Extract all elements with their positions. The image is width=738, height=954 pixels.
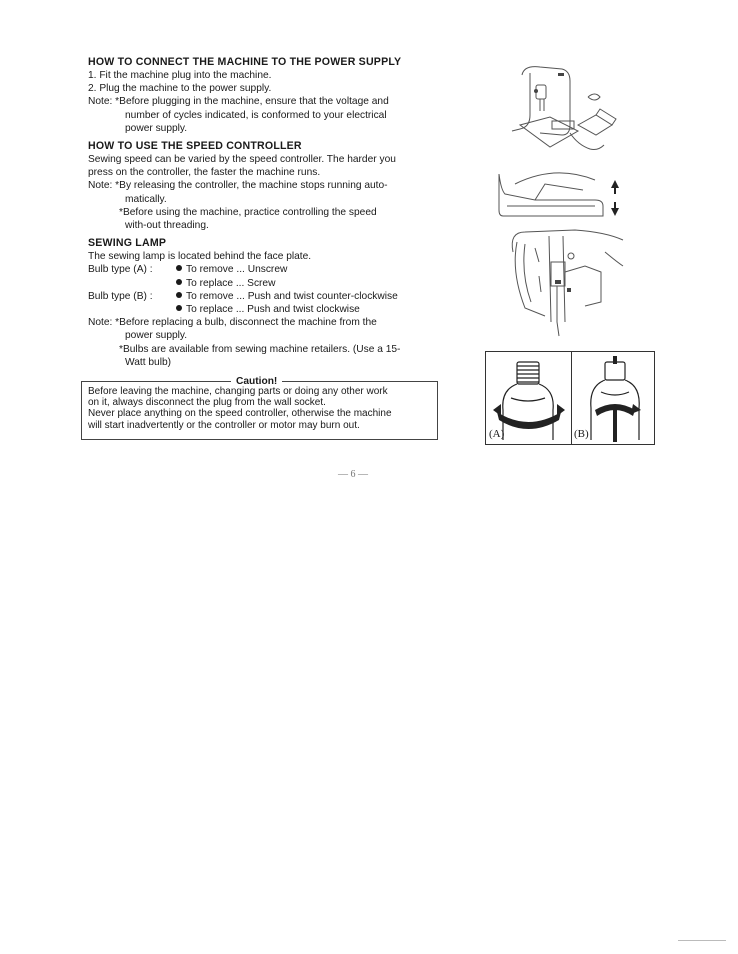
speed-heading: HOW TO USE THE SPEED CONTROLLER [88,140,302,153]
lamp-note-line-4: Watt bulb) [125,356,172,368]
bulb-type-a-label: Bulb type (A) : [88,264,153,276]
bulb-type-a-replace-row [88,277,440,290]
figure-divider [571,352,572,444]
bulb-type-b-replace: To replace ... Push and twist clockwise [186,304,360,316]
speed-note-line-3: *Before using the machine, practice controlling the speed [119,206,377,218]
lamp-intro: The sewing lamp is located behind the face plate. [88,251,312,263]
bullet-icon [176,292,182,298]
power-step-1: 1. Fit the machine plug into the machine. [88,70,272,81]
speed-controller-illustration [495,160,625,222]
caution-line-4: will start inadvertently or the controller or motor may burn out. [88,419,360,431]
bulb-type-b-remove-row [88,290,440,303]
corner-rule [678,940,726,941]
bulb-type-a-remove-row [88,263,440,276]
speed-note-line-2: matically. [125,193,167,205]
bulb-type-a-remove: To remove ... Unscrew [186,264,288,276]
lamp-note-line-1: Note: *Before replacing a bulb, disconnect the machine from the [88,317,377,329]
speed-line-2: press on the controller, the faster the machine runs. [88,167,321,179]
bulb-type-b-remove: To remove ... Push and twist counter-clockwise [186,290,398,302]
power-note-line-2: number of cycles indicated, is conformed to your electrical [125,109,387,121]
power-note-line-1: Note: *Before plugging in the machine, ensure that the voltage and [88,96,389,108]
bulb-types-figure [485,351,655,445]
caution-line-2: on it, always disconnect the plug from the wall socket. [88,397,326,409]
caution-line-3: Never place anything on the speed controller, otherwise the machine [88,408,392,420]
plug-connection-illustration [500,55,630,160]
speed-note-line-1: Note: *By releasing the controller, the machine stops running auto- [88,180,388,192]
speed-note-line-4: with-out threading. [125,220,209,232]
power-step-2: 2. Plug the machine to the power supply. [88,83,272,95]
lamp-note-line-3: *Bulbs are available from sewing machine retailers. (Use a 15- [119,343,401,355]
bullet-icon [176,305,182,311]
bullet-icon [176,265,182,271]
bulb-type-a-replace: To replace ... Screw [186,277,276,289]
caution-box [81,382,438,440]
power-note-line-3: power supply. [125,122,188,134]
face-plate-illustration [505,222,625,340]
lamp-heading: SEWING LAMP [88,237,167,250]
speed-line-1: Sewing speed can be varied by the speed controller. The harder you [88,154,396,166]
figure-label-b: (B) [574,428,589,440]
caution-line-1: Before leaving the machine, changing parts or doing any other work [88,386,388,397]
text-column [88,55,440,369]
bulb-type-b-label: Bulb type (B) : [88,290,153,302]
lamp-note-line-2: power supply. [125,330,188,342]
bullet-icon [176,279,182,285]
figure-label-a: (A) [489,428,505,440]
page-number: — 6 — [338,469,368,480]
caution-title: Caution! [236,376,278,387]
power-heading: HOW TO CONNECT THE MACHINE TO THE POWER SUPPLY [88,56,402,68]
bulb-type-b-replace-row [88,303,440,316]
